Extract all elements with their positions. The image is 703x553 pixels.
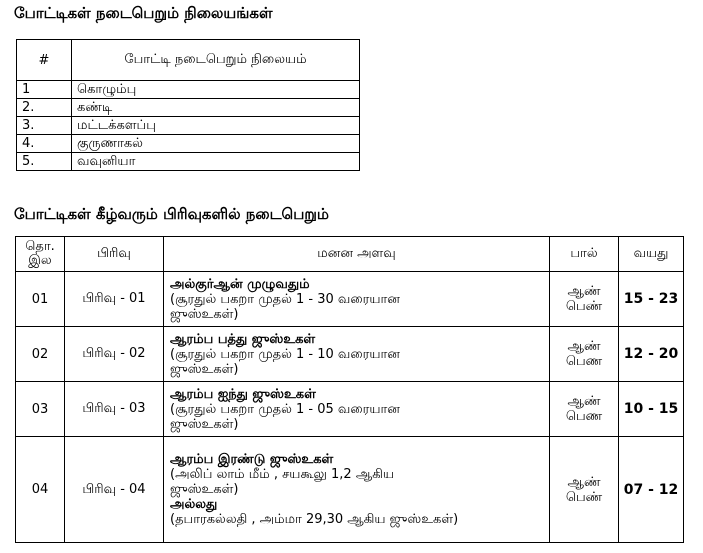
table-row [17, 117, 360, 135]
row-no: 04 [16, 437, 65, 543]
memorization-detail: (சூரதுல் பகறா முதல் 1 - 05 வரையான [170, 401, 400, 417]
venue-name: வவுனியா [72, 153, 360, 171]
memorization-title: ஆரம்ப பத்து ஜுஸ்உகள் [170, 331, 316, 347]
gender-female: பெண் [565, 489, 603, 505]
venue-name: கொழும்பு [72, 81, 360, 99]
table-header-row [16, 237, 684, 272]
row-gender [550, 437, 619, 543]
header-no-line2: இல [28, 253, 52, 268]
row-no: 01 [16, 272, 65, 327]
memorization-title: ஆரம்ப இரண்டு ஜுஸ்உகள் [170, 452, 334, 467]
header-no [16, 237, 65, 272]
divisions-heading: போட்டிகள் கீழ்வரும் பிரிவுகளில் நடைபெறும் [14, 205, 329, 223]
row-age: 07 - 12 [619, 437, 684, 543]
header-age: வயது [619, 237, 684, 272]
table-row [17, 99, 360, 117]
memorization-detail: ஜுஸ்உகள்) [170, 361, 239, 377]
venue-num: 3. [17, 117, 72, 135]
venue-name: கண்டி [72, 99, 360, 117]
table-row [16, 327, 684, 382]
header-gender: பால் [550, 237, 619, 272]
row-gender [550, 382, 619, 437]
gender-female: பெண் [565, 299, 603, 314]
header-division: பிரிவு [65, 237, 164, 272]
table-row [17, 81, 360, 99]
gender-male: ஆண் [567, 394, 601, 409]
table-row [17, 135, 360, 153]
memorization-title: ஆரம்ப ஐந்து ஜுஸ்உகள் [170, 386, 316, 402]
row-age: 12 - 20 [619, 327, 684, 382]
memorization-detail: ஜுஸ்உகள்) [170, 416, 239, 432]
memorization-title: அல்குர்ஆன் முழுவதும் [170, 276, 310, 292]
memorization-detail: (சூரதுல் பகறா முதல் 1 - 10 வரையான [170, 346, 400, 362]
gender-female: பெண [565, 409, 603, 424]
row-division: பிரிவு - 03 [65, 382, 164, 437]
memorization-detail: (தபாரகல்லதி , அம்மா 29,30 ஆகிய ஜுஸ்உகள்) [170, 512, 459, 527]
table-row [16, 272, 684, 327]
memorization-detail: ஜுஸ்உகள்) [170, 306, 239, 322]
row-division: பிரிவு - 02 [65, 327, 164, 382]
gender-male: ஆண் [567, 284, 601, 299]
memorization-detail: (அலிப் லாம் மீம் , சயகூலு 1,2 ஆகிய [170, 467, 395, 482]
divisions-table [15, 236, 684, 543]
gender-male: ஆண் [567, 339, 601, 354]
table-row [16, 437, 684, 543]
venues-table [16, 39, 360, 171]
venue-num: 2. [17, 99, 72, 117]
row-memorization [164, 382, 550, 437]
row-gender [550, 327, 619, 382]
row-memorization [164, 437, 550, 543]
header-venue: போட்டி நடைபெறும் நிலையம் [72, 40, 360, 81]
row-no: 03 [16, 382, 65, 437]
venue-num: 4. [17, 135, 72, 153]
row-no: 02 [16, 327, 65, 382]
venues-heading: போட்டிகள் நடைபெறும் நிலையங்கள் [14, 4, 273, 22]
venue-num: 1 [17, 81, 72, 99]
gender-male: ஆண் [567, 474, 601, 490]
table-row [16, 382, 684, 437]
row-age: 10 - 15 [619, 382, 684, 437]
table-header-row [17, 40, 360, 81]
header-no-line1: தொ. [25, 239, 55, 254]
row-division: பிரிவு - 01 [65, 272, 164, 327]
venue-name: மட்டக்களப்பு [72, 117, 360, 135]
gender-female: பெண [565, 354, 603, 369]
row-age: 15 - 23 [619, 272, 684, 327]
header-memorization: மனன அளவு [164, 237, 550, 272]
venue-name: குருணாகல் [72, 135, 360, 153]
memorization-detail: (சூரதுல் பகறா முதல் 1 - 30 வரையான [170, 291, 400, 307]
row-memorization [164, 327, 550, 382]
row-division: பிரிவு - 04 [65, 437, 164, 543]
memorization-or-label: அல்லது [170, 497, 218, 512]
table-row [17, 153, 360, 171]
row-gender [550, 272, 619, 327]
row-memorization [164, 272, 550, 327]
venue-num: 5. [17, 153, 72, 171]
header-num: # [17, 40, 72, 81]
memorization-detail: ஜுஸ்உகள்) [170, 482, 239, 497]
